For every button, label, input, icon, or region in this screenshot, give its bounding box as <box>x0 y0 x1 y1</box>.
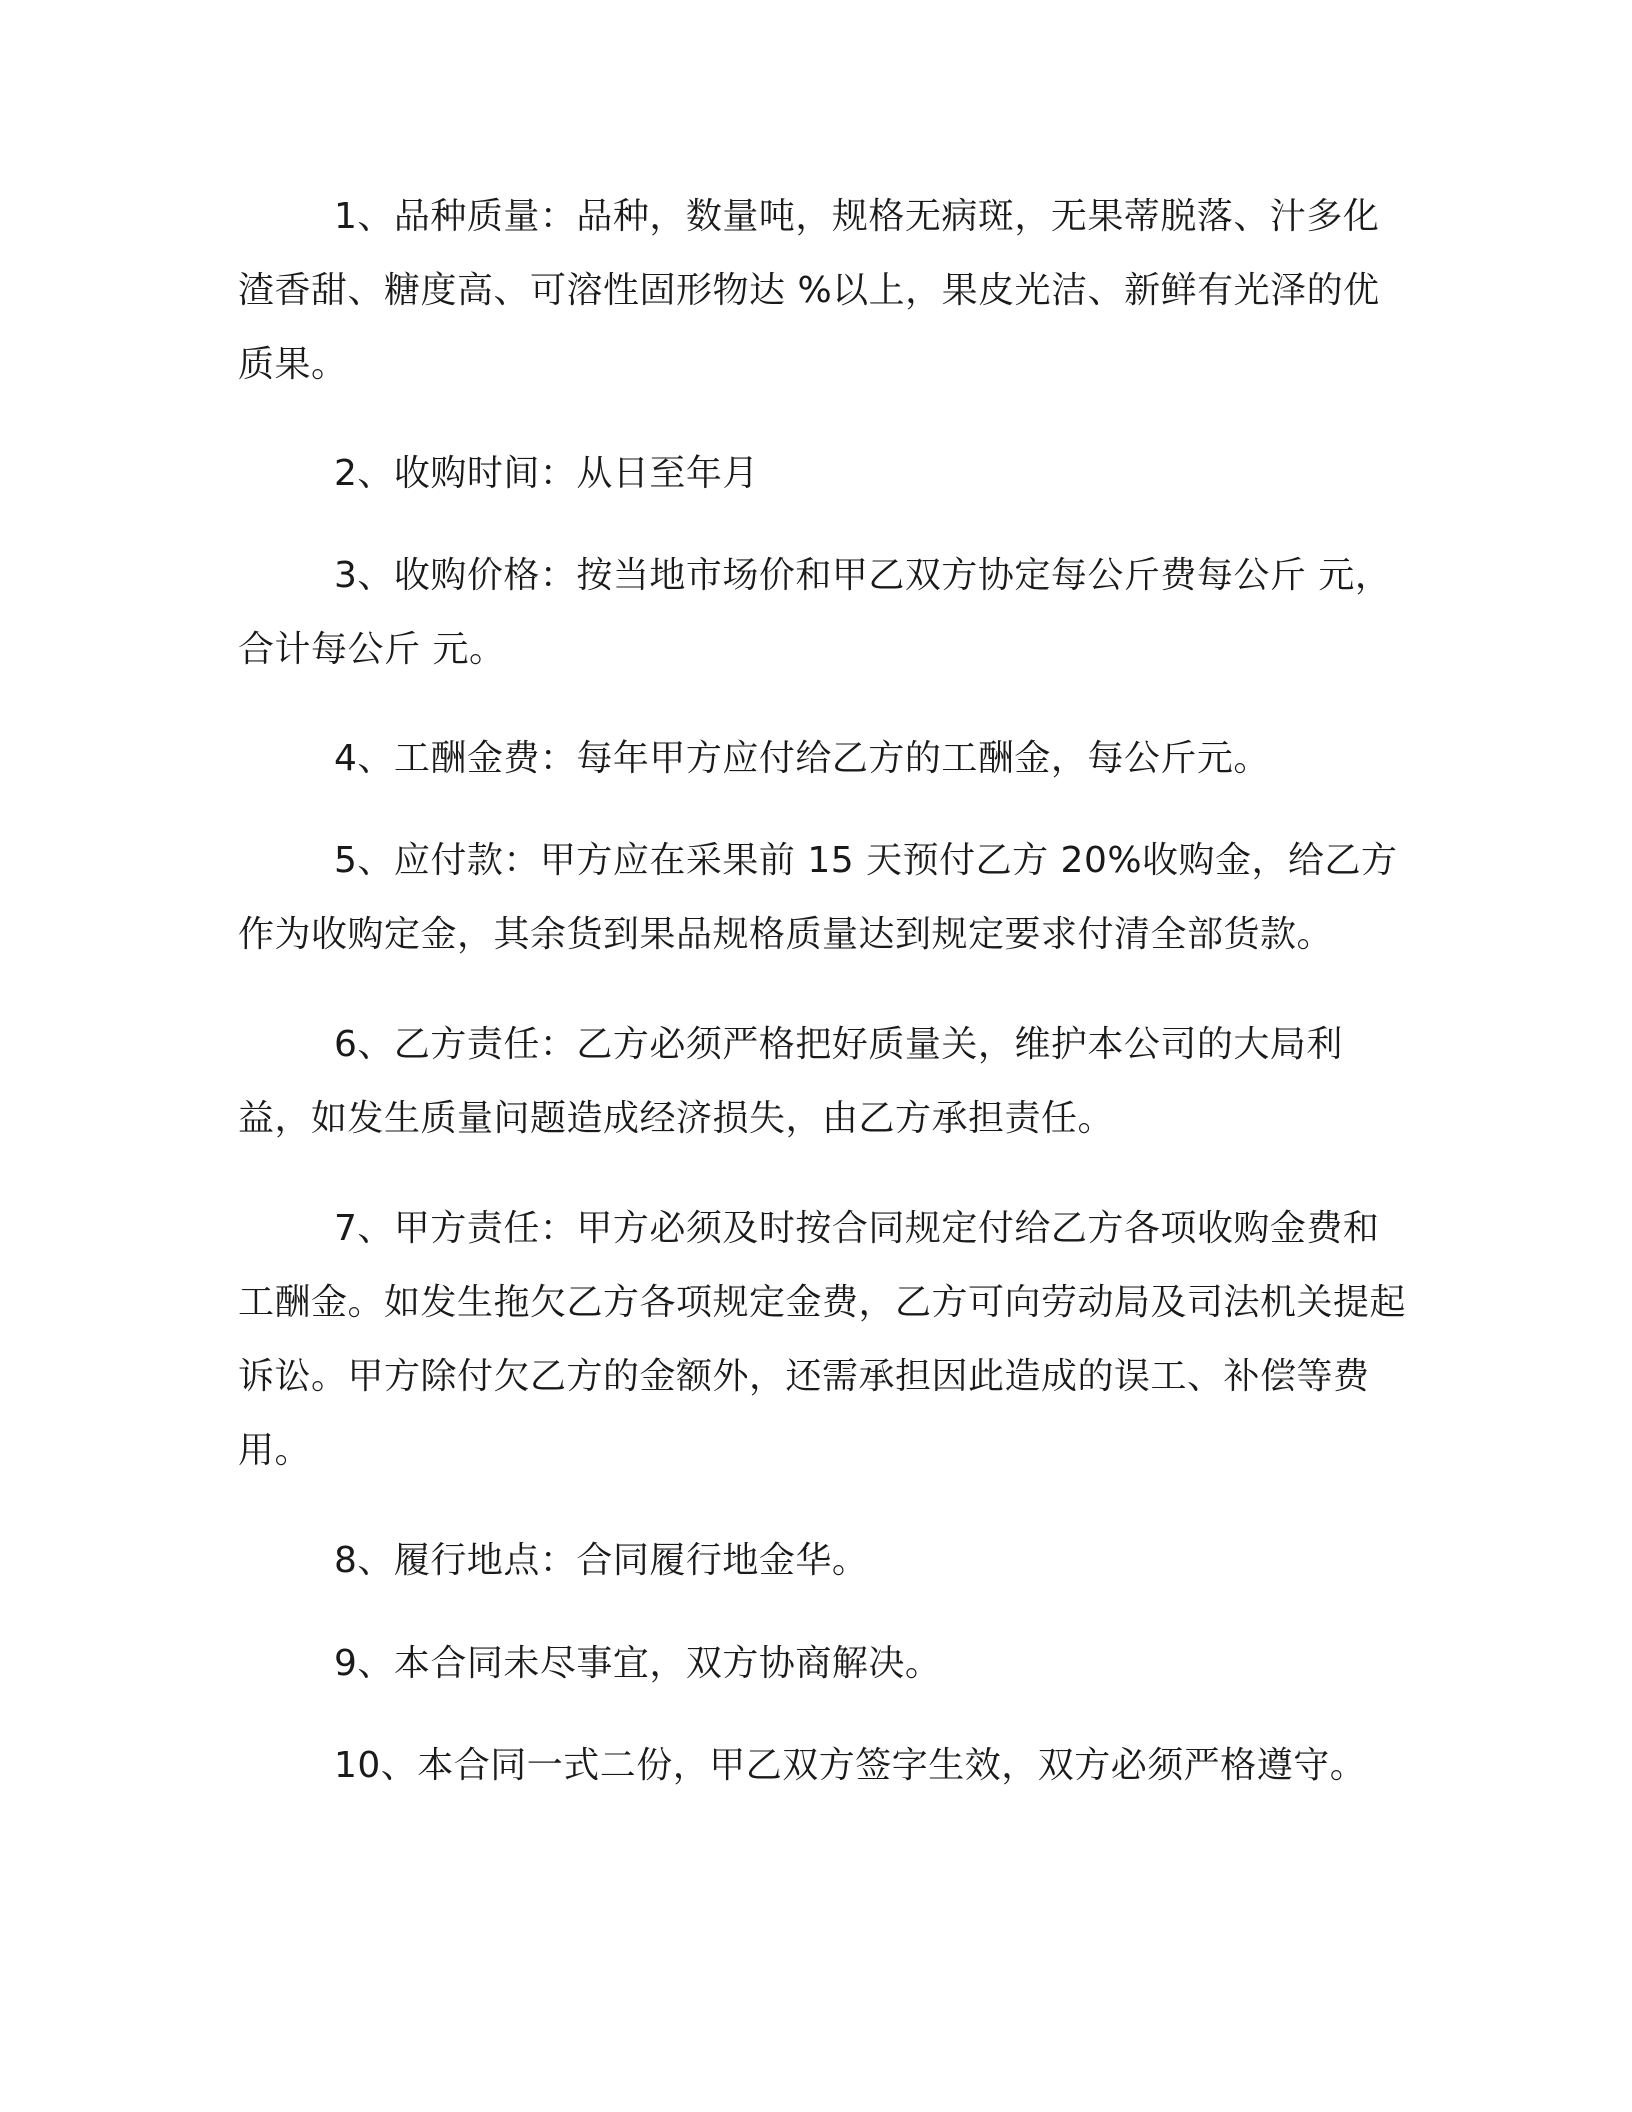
clause-other-matters: 9、本合同未尽事宜，双方协商解决。 <box>334 1643 942 1684</box>
clause-quality: 1、品种质量：品种，数量吨，规格无病斑，无果蒂脱落、汁多化渣香甜、糖度高、可溶性固形物达 %以上，果皮光洁、新鲜有光泽的优质果。 <box>238 196 1380 385</box>
clause-purchase-time: 2、收购时间：从日至年月 <box>334 453 759 494</box>
clause-party-a-duty: 7、甲方责任：甲方必须及时按合同规定付给乙方各项收购金费和工酬金。如发生拖欠乙方各项规定金费，乙方可向劳动局及司法机关提起诉讼。甲方除付欠乙方的金额外，还需承担因此造成的误工、补偿等费用。 <box>238 1208 1407 1471</box>
clause-payment: 5、应付款：甲方应在采果前 15 天预付乙方 20%收购金，给乙方作为收购定金，其余货到果品规格质量达到规定要求付清全部货款。 <box>238 840 1398 955</box>
clause-labor-fee: 4、工酬金费：每年甲方应付给乙方的工酬金，每公斤元。 <box>334 738 1270 779</box>
clause-purchase-price: 3、收购价格：按当地市场价和甲乙双方协定每公斤费每公斤 元，合计每公斤 元。 <box>238 555 1392 670</box>
clause-copies: 10、本合同一式二份，甲乙双方签字生效，双方必须严格遵守。 <box>334 1745 1367 1786</box>
clause-place: 8、履行地点：合同履行地金华。 <box>334 1540 869 1581</box>
clause-party-b-duty: 6、乙方责任：乙方必须严格把好质量关，维护本公司的大局利益，如发生质量问题造成经济损失，由乙方承担责任。 <box>238 1024 1343 1139</box>
